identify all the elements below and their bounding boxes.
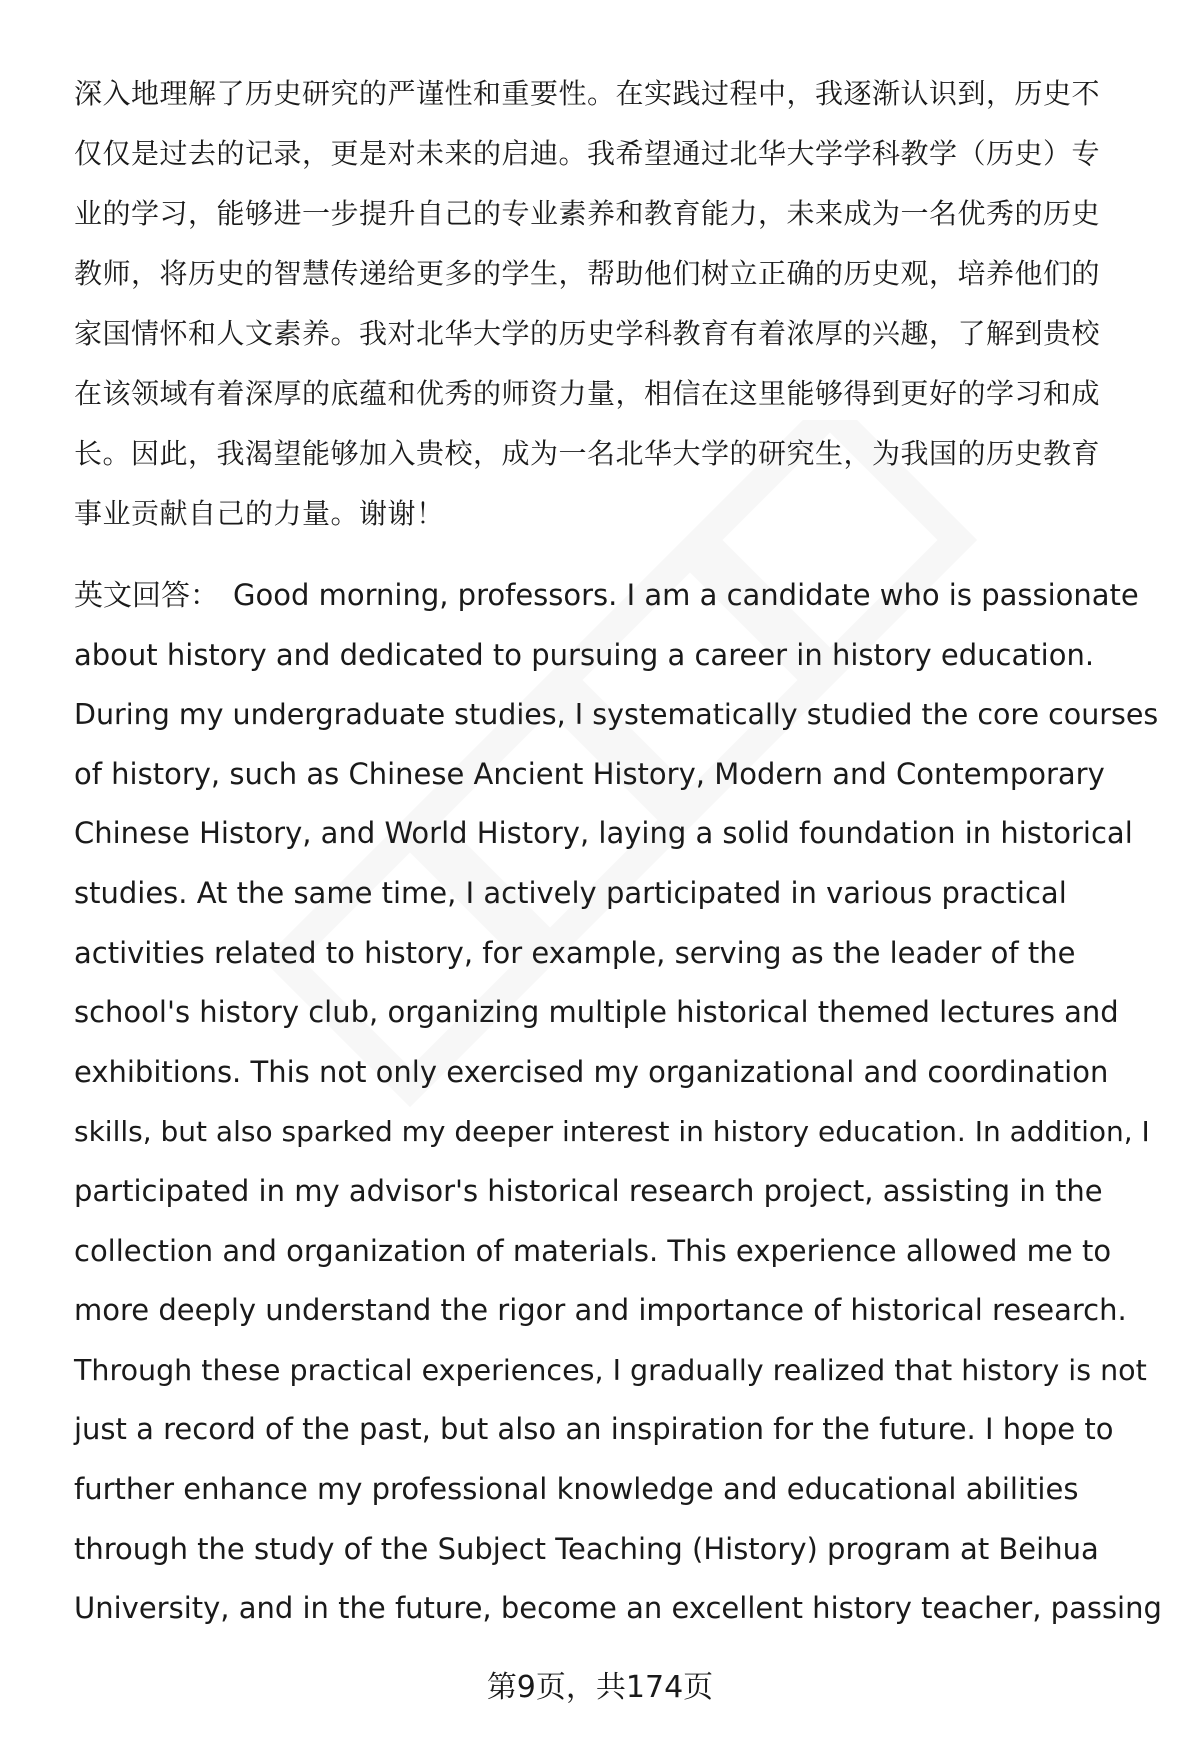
chinese-text-line: 家国情怀和人文素养。我对北华大学的历史学科教育有着浓厚的兴趣，了解到贵校 [74,317,1101,350]
english-text-line: through the study of the Subject Teaching (History) program at Beihua [74,1531,1099,1566]
chinese-text-line: 仅仅是过去的记录，更是对未来的启迪。我希望通过北华大学学科教学（历史）专 [74,137,1101,170]
english-text-line: skills, but also sparked my deeper interest in history education. In addition, I [74,1115,1150,1149]
chinese-text-line: 教师，将历史的智慧传递给更多的学生，帮助他们树立正确的历史观，培养他们的 [74,257,1101,290]
chinese-text-line: 深入地理解了历史研究的严谨性和重要性。在实践过程中，我逐渐认识到，历史不 [74,77,1101,110]
english-first-line [74,566,1164,626]
english-text-line: about history and dedicated to pursuing a career in history education. [74,637,1095,672]
chinese-text-line: 在该领域有着深厚的底蕴和优秀的师资力量，相信在这里能够得到更好的学习和成 [74,377,1101,410]
english-text-line: collection and organization of materials. This experience allowed me to [74,1233,1112,1268]
chinese-text-line: 事业贡献自己的力量。谢谢！ [74,497,445,530]
english-answer-label: 英文回答： [74,578,220,612]
chinese-text-line: 长。因此，我渴望能够加入贵校，成为一名北华大学的研究生，为我国的历史教育 [74,437,1101,470]
english-text-line: University, and in the future, become an excellent history teacher, passing [74,1591,1162,1626]
english-text-line: studies. At the same time, I actively participated in various practical [74,875,1067,910]
page-number-footer: 第9页，共174页 [486,1670,714,1705]
english-text-line: of history, such as Chinese Ancient History, Modern and Contemporary [74,756,1105,791]
english-text-line: During my undergraduate studies, I systematically studied the core courses [74,698,1159,732]
english-text-line: activities related to history, for example, serving as the leader of the [74,935,1076,970]
english-text-line: participated in my advisor's historical research project, assisting in the [74,1173,1103,1208]
english-text-line: Good morning, professors. I am a candidate who is passionate [233,578,1139,612]
english-text-line: further enhance my professional knowledge and educational abilities [74,1471,1079,1506]
english-text-line: just a record of the past, but also an inspiration for the future. I hope to [74,1412,1114,1447]
english-text-line: exhibitions. This not only exercised my organizational and coordination [74,1054,1109,1089]
english-text-line: Through these practical experiences, I gradually realized that history is not [74,1353,1147,1387]
english-text-line: school's history club, organizing multiple historical themed lectures and [74,995,1119,1030]
english-answer-paragraph [74,566,1164,1639]
english-text-line: more deeply understand the rigor and importance of historical research. [74,1293,1127,1328]
english-text-line: Chinese History, and World History, laying a solid foundation in historical [74,816,1133,851]
chinese-answer-paragraph [74,64,1154,544]
chinese-text-line: 业的学习，能够进一步提升自己的专业素养和教育能力，未来成为一名优秀的历史 [74,197,1101,230]
